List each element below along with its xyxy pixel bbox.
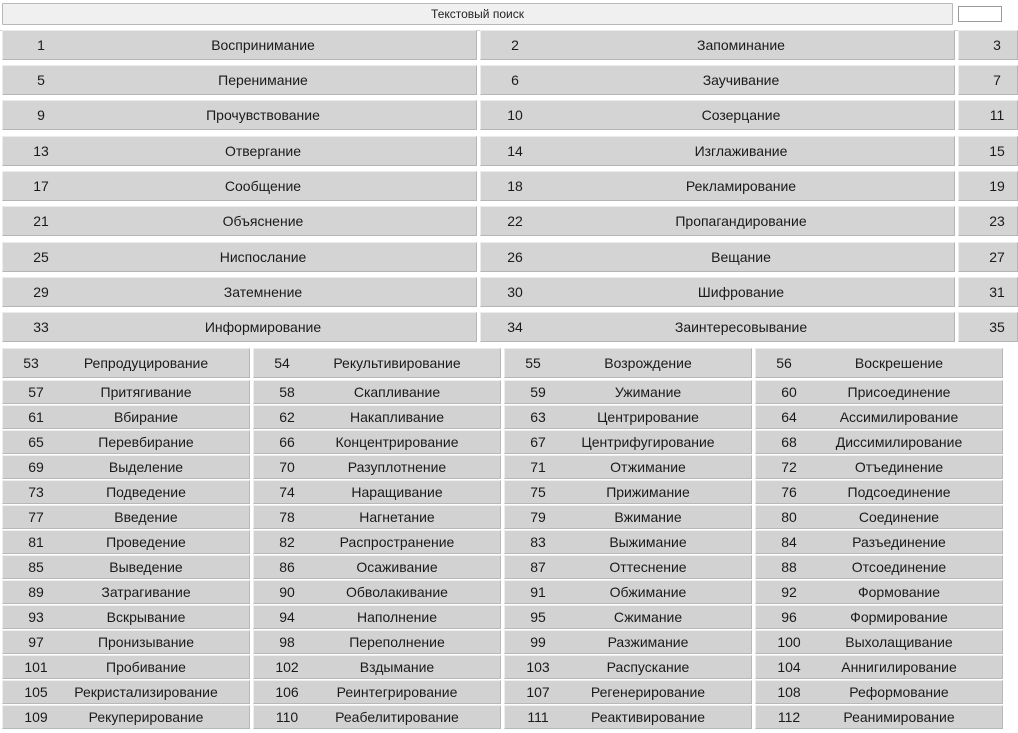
upper-cell-word: Объяснение [222, 213, 304, 229]
lower-cell[interactable] [504, 555, 752, 579]
upper-cell-number: 31 [989, 284, 1005, 300]
upper-cell[interactable] [480, 242, 955, 272]
lower-cell[interactable] [755, 580, 1003, 604]
upper-cell-number: 7 [993, 72, 1001, 88]
lower-cell[interactable] [504, 630, 752, 654]
lower-cell-word: Реанимирование [843, 709, 955, 725]
lower-cell-number: 61 [28, 409, 44, 425]
lower-cell-word: Притягивание [100, 384, 192, 400]
upper-cell-word: Заинтересовывание [674, 319, 808, 335]
lower-cell-word: Центрифугирование [581, 434, 715, 450]
upper-cell-word: Рекультивирование [333, 355, 461, 371]
lower-cell-number: 84 [781, 534, 797, 550]
upper-cell[interactable] [480, 30, 955, 60]
upper-cell[interactable] [480, 136, 955, 166]
lower-cell-number: 91 [530, 584, 546, 600]
upper-cell-number: 21 [33, 213, 49, 229]
lower-cell[interactable] [755, 705, 1003, 729]
lower-cell[interactable] [504, 605, 752, 629]
lower-cell-number: 70 [279, 459, 295, 475]
upper-cell-number: 30 [507, 284, 523, 300]
lower-cell-number: 104 [777, 659, 801, 675]
upper-cell-word: Ниспослание [219, 249, 307, 265]
lower-cell[interactable] [2, 530, 250, 554]
upper-cell-word: Возрождение [604, 355, 692, 371]
lower-cell-word: Аннигилирование [841, 659, 957, 675]
lower-cell-number: 98 [279, 634, 295, 650]
lower-cell-number: 60 [781, 384, 797, 400]
lower-cell[interactable] [504, 405, 752, 429]
lower-cell-word: Регенерирование [590, 684, 706, 700]
upper-cell-number: 25 [33, 249, 49, 265]
lower-cell-number: 96 [781, 609, 797, 625]
lower-cell[interactable] [2, 480, 250, 504]
lower-cell[interactable] [755, 405, 1003, 429]
upper-cell[interactable] [2, 277, 477, 307]
lower-cell-word: Реформование [849, 684, 949, 700]
lower-cell-word: Вскрывание [106, 609, 186, 625]
lower-cell-number: 75 [530, 484, 546, 500]
upper-cell-word: Изглаживание [694, 143, 788, 159]
upper-cell[interactable] [2, 30, 477, 60]
lower-cell-number: 71 [530, 459, 546, 475]
lower-cell[interactable] [755, 480, 1003, 504]
upper-cell-number: 15 [989, 143, 1005, 159]
lower-cell[interactable] [2, 455, 250, 479]
lower-cell-word: Прижимание [606, 484, 690, 500]
lower-cell-word: Пробивание [106, 659, 186, 675]
lower-cell-number: 78 [279, 509, 295, 525]
lower-cell-word: Затрагивание [101, 584, 191, 600]
lower-cell-word: Вбирание [113, 409, 179, 425]
lower-cell[interactable] [253, 505, 501, 529]
lower-cell-word: Ассимилирование [839, 409, 959, 425]
lower-cell[interactable] [253, 630, 501, 654]
upper-cell[interactable] [480, 277, 955, 307]
lower-cell[interactable] [253, 455, 501, 479]
lower-cell-word: Рекристализирование [74, 684, 218, 700]
lower-cell[interactable] [755, 555, 1003, 579]
lower-cell-number: 112 [777, 709, 801, 725]
lower-cell[interactable] [755, 380, 1003, 404]
lower-cell[interactable] [253, 680, 501, 704]
upper-cell[interactable] [2, 65, 477, 95]
lower-cell-number: 105 [24, 684, 48, 700]
lower-cell-word: Проведение [106, 534, 186, 550]
upper-cell[interactable] [480, 65, 955, 95]
lower-cell[interactable] [755, 430, 1003, 454]
lower-cell-number: 73 [28, 484, 44, 500]
lower-cell[interactable] [2, 605, 250, 629]
lower-cell[interactable] [253, 555, 501, 579]
upper-cell-number: 10 [507, 107, 523, 123]
lower-cell[interactable] [2, 405, 250, 429]
lower-cell-word: Скапливание [353, 384, 441, 400]
lower-cell-number: 62 [279, 409, 295, 425]
lower-cell-number: 102 [275, 659, 299, 675]
lower-cell-number: 106 [275, 684, 299, 700]
upper-cell-word: Затемнение [223, 284, 303, 300]
lower-cell-number: 88 [781, 559, 797, 575]
lower-cell[interactable] [253, 655, 501, 679]
lower-cell-number: 83 [530, 534, 546, 550]
search-input[interactable] [958, 6, 1002, 22]
lower-cell[interactable] [504, 705, 752, 729]
lower-cell-number: 85 [28, 559, 44, 575]
upper-cell-number: 35 [989, 319, 1005, 335]
lower-cell[interactable] [504, 580, 752, 604]
upper-cell[interactable] [2, 206, 477, 236]
lower-cell[interactable] [2, 505, 250, 529]
lower-cell[interactable] [253, 705, 501, 729]
upper-cell-number: 53 [23, 355, 39, 371]
lower-cell[interactable] [504, 430, 752, 454]
upper-cell-number: 11 [989, 107, 1005, 123]
lower-cell-number: 89 [28, 584, 44, 600]
lower-cell-word: Отсоединение [851, 559, 947, 575]
lower-cell-number: 101 [24, 659, 48, 675]
upper-cell-number: 2 [511, 37, 519, 53]
upper-cell[interactable] [958, 242, 1018, 272]
upper-cell-word: Созерцание [701, 107, 781, 123]
lower-cell[interactable] [2, 630, 250, 654]
upper-cell-word: Сообщение [224, 178, 302, 194]
upper-cell-word: Прочувствование [206, 107, 320, 123]
lower-cell-number: 90 [279, 584, 295, 600]
upper-cell[interactable] [958, 277, 1018, 307]
lower-cell-word: Подсоединение [847, 484, 951, 500]
lower-cell-word: Разуплотнение [347, 459, 447, 475]
lower-cell-number: 59 [530, 384, 546, 400]
upper-cell-number: 34 [507, 319, 523, 335]
upper-cell[interactable] [2, 242, 477, 272]
lower-cell[interactable] [755, 655, 1003, 679]
upper-cell-number: 6 [511, 72, 519, 88]
upper-cell-number: 1 [37, 37, 45, 53]
lower-cell-word: Вжимание [614, 509, 682, 525]
upper-cell-number: 3 [993, 37, 1001, 53]
lower-cell-word: Выжимание [609, 534, 687, 550]
lower-cell-number: 79 [530, 509, 546, 525]
upper-cell-number: 23 [989, 213, 1005, 229]
upper-cell[interactable] [958, 100, 1018, 130]
lower-cell[interactable] [2, 380, 250, 404]
upper-cell-number: 9 [37, 107, 45, 123]
lower-cell[interactable] [2, 430, 250, 454]
lower-cell-word: Подведение [106, 484, 186, 500]
lower-cell-number: 65 [28, 434, 44, 450]
lower-cell-number: 81 [28, 534, 44, 550]
lower-cell-word: Наращивание [351, 484, 443, 500]
lower-cell[interactable] [253, 530, 501, 554]
lower-cell-word: Центрирование [597, 409, 699, 425]
lower-cell[interactable] [2, 705, 250, 729]
lower-cell-word: Выделение [108, 459, 184, 475]
upper-cell-word: Рекламирование [685, 178, 797, 194]
lower-cell[interactable] [755, 680, 1003, 704]
lower-cell-number: 93 [28, 609, 44, 625]
upper-cell[interactable] [958, 312, 1018, 342]
lower-cell[interactable] [2, 655, 250, 679]
upper-cell-number: 56 [776, 355, 792, 371]
lower-cell-number: 67 [530, 434, 546, 450]
upper-cell-number: 27 [989, 249, 1005, 265]
lower-cell[interactable] [504, 480, 752, 504]
lower-cell-word: Обжимание [609, 584, 687, 600]
lower-cell-number: 97 [28, 634, 44, 650]
upper-cell-word: Заучивание [702, 72, 780, 88]
lower-cell-word: Сжимание [613, 609, 683, 625]
lower-cell[interactable] [253, 405, 501, 429]
upper-cell[interactable] [2, 312, 477, 342]
lower-cell[interactable] [755, 630, 1003, 654]
lower-cell-word: Переполнение [349, 634, 445, 650]
lower-cell-number: 58 [279, 384, 295, 400]
lower-cell-number: 111 [527, 709, 549, 725]
text-search-button[interactable]: Текстовый поиск [2, 3, 953, 25]
upper-cell-number: 14 [507, 143, 523, 159]
upper-cell[interactable] [2, 100, 477, 130]
upper-cell-word: Отвергание [224, 143, 302, 159]
lower-cell-number: 86 [279, 559, 295, 575]
lower-cell-number: 95 [530, 609, 546, 625]
upper-cell-number: 5 [37, 72, 45, 88]
lower-cell-word: Соединение [858, 509, 940, 525]
lower-cell-word: Рекуперирование [88, 709, 204, 725]
lower-cell-number: 80 [781, 509, 797, 525]
lower-cell[interactable] [253, 480, 501, 504]
lower-cell-word: Реинтегрирование [336, 684, 458, 700]
lower-cell-word: Перевбирание [98, 434, 194, 450]
upper-cell[interactable] [480, 206, 955, 236]
upper-cell[interactable] [480, 312, 955, 342]
lower-cell-number: 92 [781, 584, 797, 600]
lower-cell-word: Отъединение [854, 459, 944, 475]
upper-cell[interactable] [2, 136, 477, 166]
upper-cell-number: 13 [33, 143, 49, 159]
upper-cell-word: Воскрешение [854, 355, 944, 371]
lower-cell-word: Распускание [606, 659, 690, 675]
lower-cell[interactable] [755, 455, 1003, 479]
upper-cell-word: Вещание [711, 249, 771, 265]
upper-cell-number: 26 [507, 249, 523, 265]
upper-cell-word: Перенимание [218, 72, 308, 88]
lower-cell[interactable] [253, 380, 501, 404]
lower-cell-number: 64 [781, 409, 797, 425]
lower-cell-word: Распространение [339, 534, 455, 550]
lower-cell[interactable] [2, 680, 250, 704]
lower-cell-number: 109 [24, 709, 48, 725]
lower-cell[interactable] [755, 605, 1003, 629]
lower-cell[interactable] [2, 555, 250, 579]
upper-cell[interactable] [480, 100, 955, 130]
lower-cell-number: 69 [28, 459, 44, 475]
lower-cell[interactable] [253, 430, 501, 454]
upper-cell[interactable] [480, 171, 955, 201]
lower-cell-word: Введение [114, 509, 178, 525]
upper-cell-number: 54 [274, 355, 290, 371]
lower-cell[interactable] [253, 605, 501, 629]
lower-cell-word: Пронизывание [97, 634, 195, 650]
lower-cell[interactable] [2, 580, 250, 604]
lower-cell-word: Выхолащивание [845, 634, 953, 650]
lower-cell-word: Обволакивание [346, 584, 448, 600]
upper-cell-number: 19 [989, 178, 1005, 194]
lower-cell[interactable] [504, 455, 752, 479]
upper-cell-number: 17 [33, 178, 49, 194]
lower-cell-word: Ужимание [614, 384, 682, 400]
upper-cell-number: 18 [507, 178, 523, 194]
lower-cell-word: Вздымание [359, 659, 435, 675]
lower-cell-number: 100 [777, 634, 801, 650]
upper-cell-number: 22 [507, 213, 523, 229]
lower-cell-number: 94 [279, 609, 295, 625]
lower-cell[interactable] [504, 655, 752, 679]
lower-word-grid [0, 351, 1003, 731]
lower-cell-number: 77 [28, 509, 44, 525]
upper-cell-number: 55 [525, 355, 541, 371]
lower-cell-word: Осаживание [356, 559, 438, 575]
upper-cell[interactable] [958, 206, 1018, 236]
upper-cell-word: Пропагандирование [675, 213, 807, 229]
lower-cell-word: Концентрирование [335, 434, 459, 450]
upper-cell-word: Репродуцирование [83, 355, 209, 371]
lower-cell[interactable] [755, 530, 1003, 554]
lower-cell[interactable] [504, 680, 752, 704]
search-toolbar [0, 0, 1003, 31]
lower-cell-word: Отжимание [610, 459, 686, 475]
lower-cell[interactable] [253, 580, 501, 604]
lower-cell-number: 76 [781, 484, 797, 500]
lower-cell-number: 110 [275, 709, 299, 725]
lower-cell-word: Накапливание [349, 409, 445, 425]
lower-cell-number: 108 [777, 684, 801, 700]
lower-cell-word: Реабелитирование [335, 709, 459, 725]
upper-cell[interactable] [2, 171, 477, 201]
lower-cell-number: 66 [279, 434, 295, 450]
lower-cell[interactable] [755, 505, 1003, 529]
upper-cell[interactable] [958, 136, 1018, 166]
lower-cell-word: Нагнетание [359, 509, 435, 525]
lower-cell-number: 103 [526, 659, 550, 675]
lower-cell-word: Присоединение [847, 384, 951, 400]
lower-cell[interactable] [504, 505, 752, 529]
lower-cell-word: Формирование [850, 609, 948, 625]
lower-cell-word: Реактивирование [590, 709, 706, 725]
lower-cell-word: Оттеснение [609, 559, 687, 575]
upper-cell-word: Шифрование [697, 284, 785, 300]
lower-cell-word: Выведение [109, 559, 183, 575]
lower-cell-number: 63 [530, 409, 546, 425]
lower-cell-number: 72 [781, 459, 797, 475]
lower-cell-number: 107 [526, 684, 550, 700]
lower-cell[interactable] [504, 380, 752, 404]
lower-cell-word: Формование [857, 584, 941, 600]
upper-word-grid [0, 30, 1005, 371]
upper-cell-word: Воспринимание [211, 37, 315, 53]
lower-cell[interactable] [504, 530, 752, 554]
lower-cell-number: 82 [279, 534, 295, 550]
lower-cell-word: Разжимание [607, 634, 689, 650]
upper-cell-number: 33 [33, 319, 49, 335]
upper-cell-number: 29 [33, 284, 49, 300]
lower-cell-number: 57 [28, 384, 44, 400]
lower-cell-number: 68 [781, 434, 797, 450]
lower-cell-number: 74 [279, 484, 295, 500]
upper-cell-word: Информирование [204, 319, 322, 335]
lower-cell-number: 99 [530, 634, 546, 650]
lower-cell-word: Диссимилирование [835, 434, 963, 450]
lower-cell-number: 87 [530, 559, 546, 575]
upper-cell[interactable] [958, 171, 1018, 201]
upper-cell[interactable] [958, 65, 1018, 95]
upper-cell[interactable] [958, 30, 1018, 60]
upper-cell-word: Запоминание [697, 37, 785, 53]
lower-cell-word: Разъединение [852, 534, 946, 550]
lower-cell-word: Наполнение [357, 609, 437, 625]
